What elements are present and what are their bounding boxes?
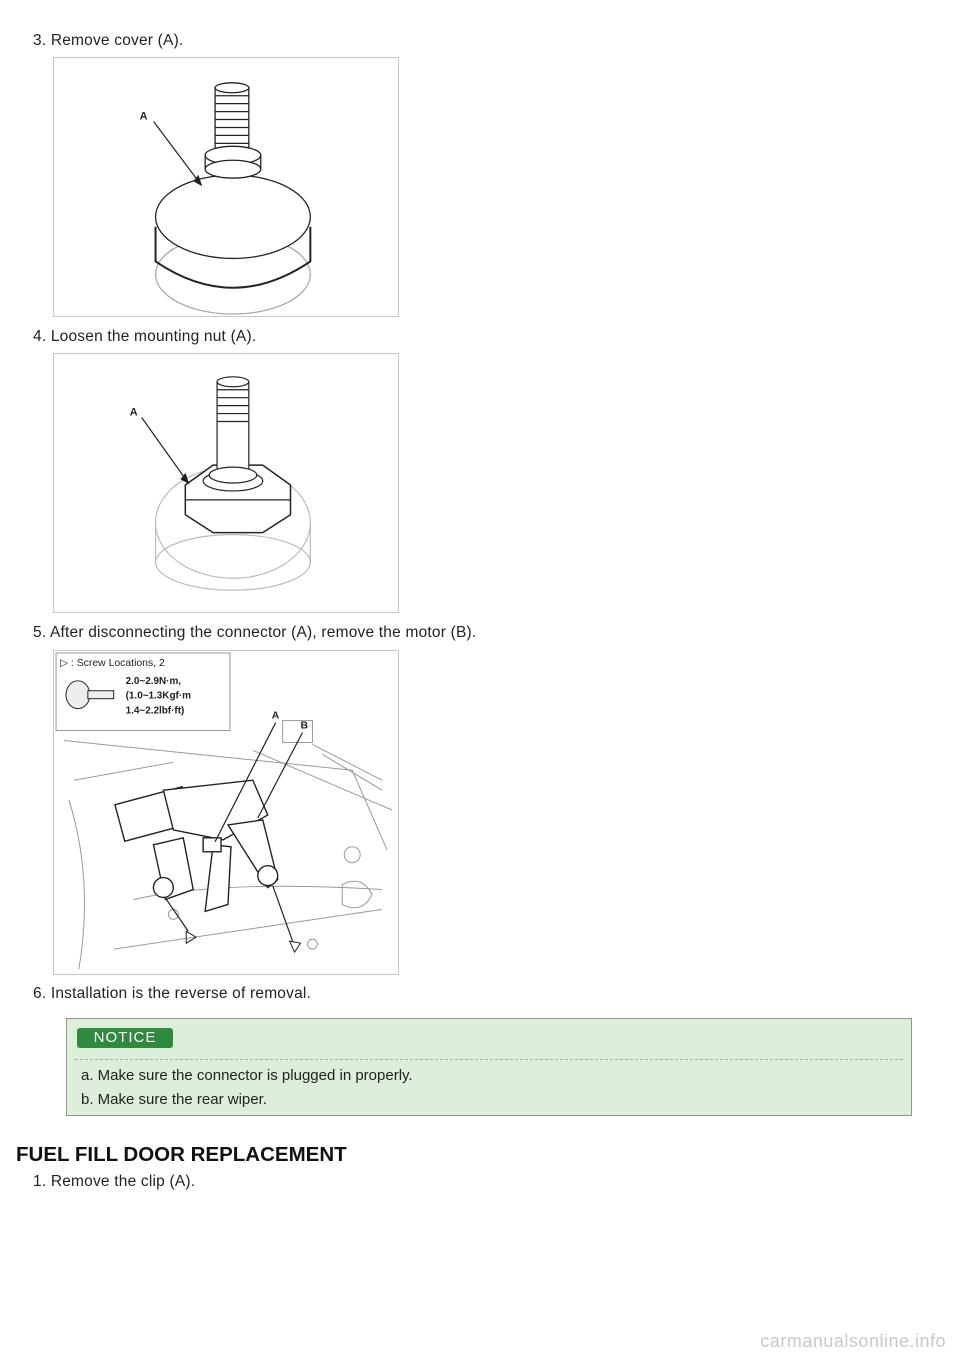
step-4-text: 4. Loosen the mounting nut (A). bbox=[33, 328, 257, 345]
notice-divider bbox=[75, 1059, 903, 1060]
label-a: A bbox=[139, 110, 148, 123]
leader-line-a bbox=[154, 122, 202, 186]
notice-badge: NOTICE bbox=[77, 1028, 173, 1048]
label-a: A bbox=[271, 710, 280, 722]
notice-item: a. Make sure the connector is plugged in properly. bbox=[81, 1067, 413, 1084]
label-a: A bbox=[129, 406, 138, 419]
step-3-text: 3. Remove cover (A). bbox=[33, 32, 184, 49]
section-title: FUEL FILL DOOR REPLACEMENT bbox=[16, 1143, 347, 1166]
watermark: carmanualsonline.info bbox=[760, 1331, 946, 1351]
label-b: B bbox=[300, 720, 309, 732]
notice-item: b. Make sure the rear wiper. bbox=[81, 1091, 267, 1108]
torque-line-2: (1.0~1.3Kgf·m bbox=[125, 690, 191, 702]
step-1-text: 1. Remove the clip (A). bbox=[33, 1173, 196, 1190]
torque-line-1: 2.0~2.9N·m, bbox=[125, 675, 182, 687]
figure-mounting-nut bbox=[53, 353, 399, 613]
figure-wiper-motor bbox=[53, 650, 399, 975]
cover-illustration bbox=[54, 58, 398, 316]
screw-legend bbox=[56, 653, 230, 731]
torque-line-3: 1.4~2.2lbf·ft) bbox=[125, 705, 185, 717]
wiper-motor-illustration bbox=[54, 651, 398, 974]
mounting-nut-illustration bbox=[54, 354, 398, 612]
legend-title: ▷ : Screw Locations, 2 bbox=[60, 657, 165, 669]
leader-line-a bbox=[142, 418, 189, 483]
figure-remove-cover bbox=[53, 57, 399, 317]
step-5-text: 5. After disconnecting the connector (A), remove the motor (B). bbox=[33, 624, 477, 641]
notice-box bbox=[66, 1018, 912, 1116]
step-6-text: 6. Installation is the reverse of removal. bbox=[33, 985, 312, 1002]
